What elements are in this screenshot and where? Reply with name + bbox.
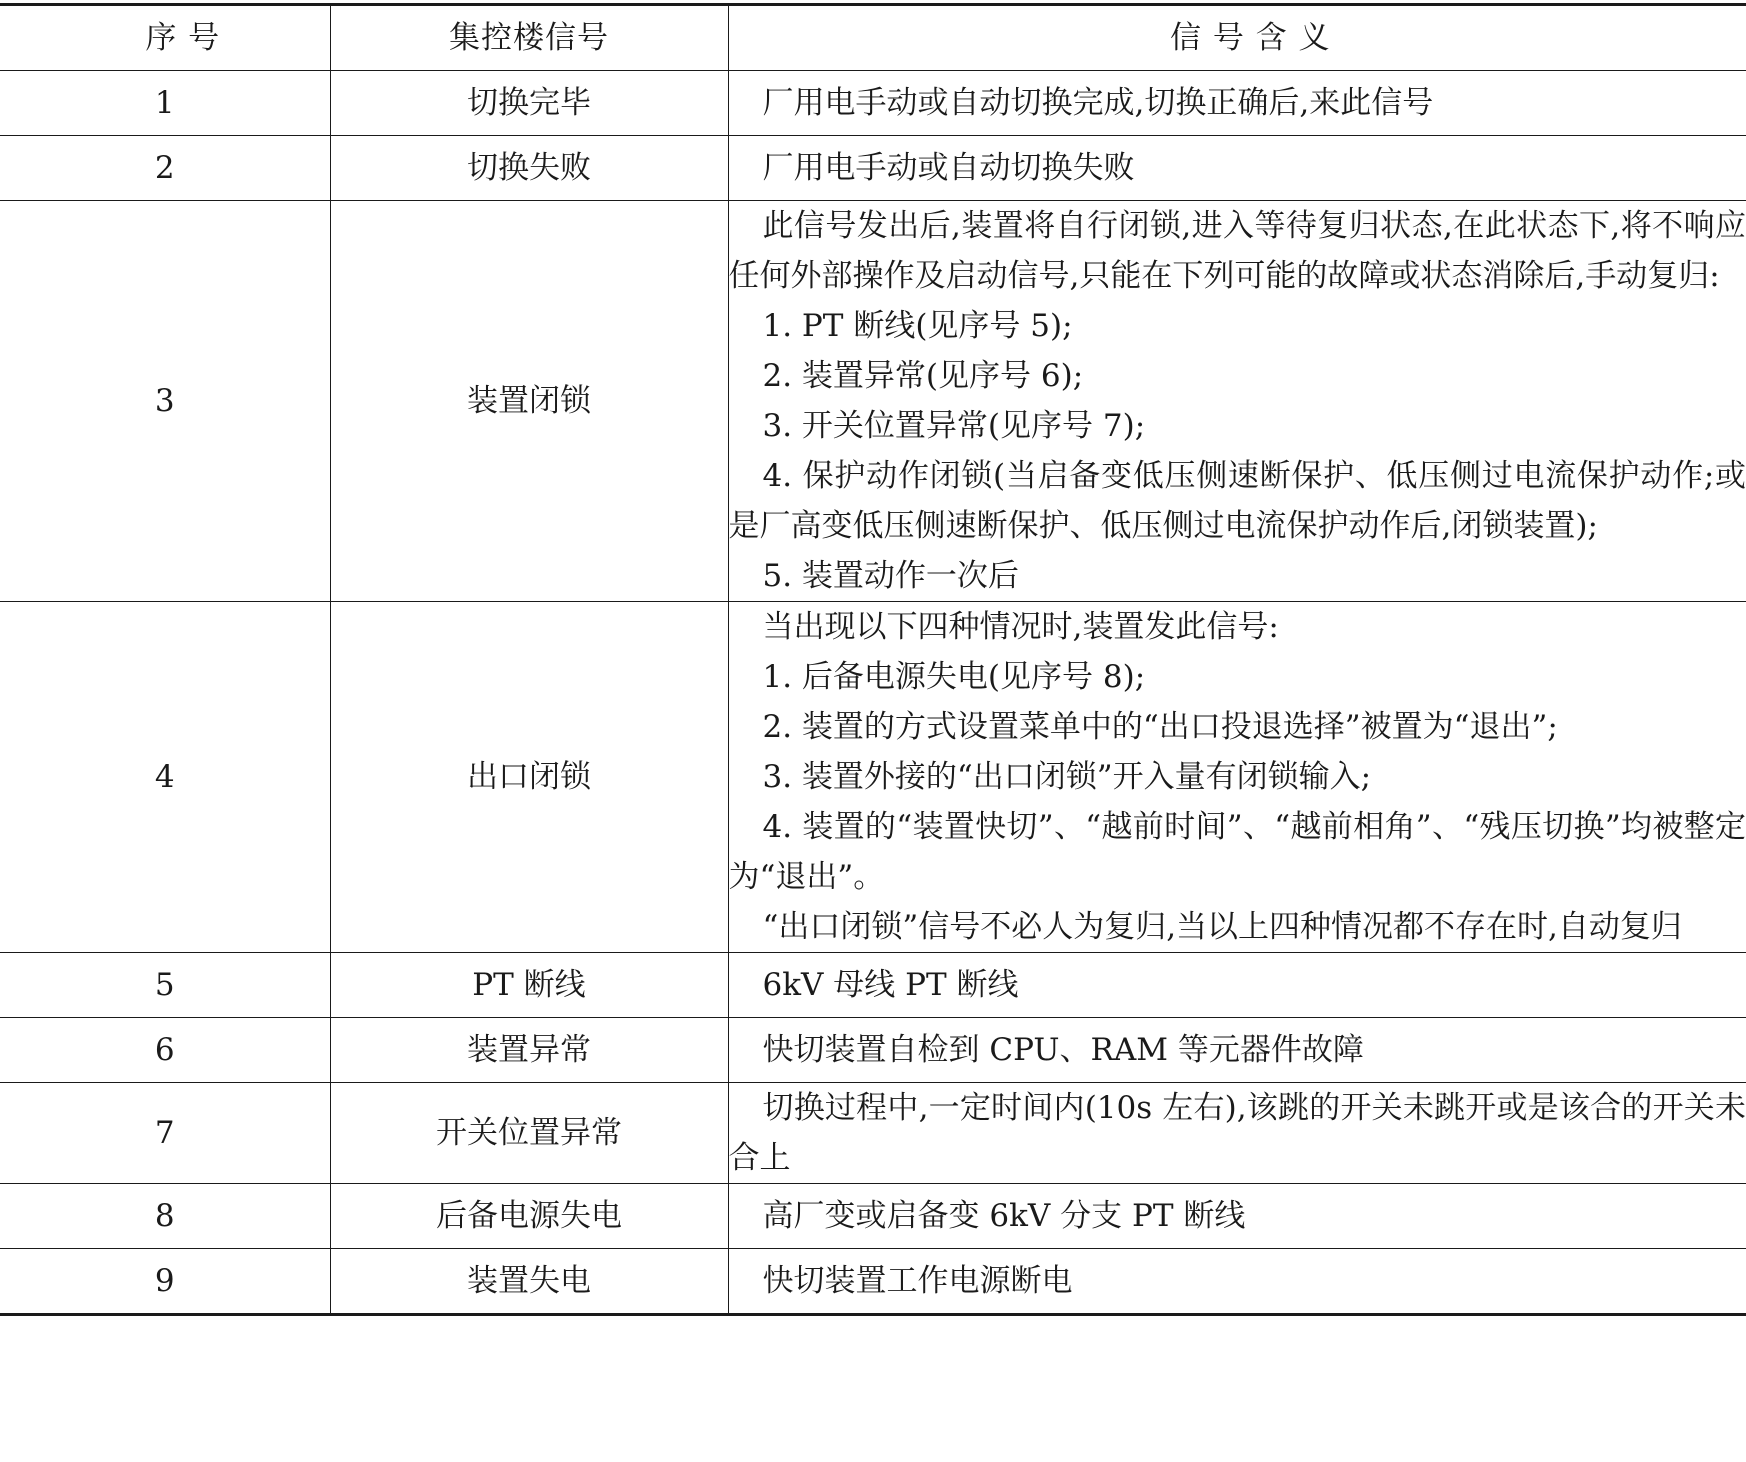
table-row bbox=[0, 1249, 1746, 1315]
meaning-line: 快切装置工作电源断电 bbox=[762, 1263, 1073, 1299]
meaning-line: 当出现以下四种情况时,装置发此信号: bbox=[762, 609, 1279, 645]
meaning-line: 4. 装置的“装置快切”、“越前时间”、“越前相角”、“残压切换”均被整定为“退出”。 bbox=[728, 809, 1746, 895]
row-number: 8 bbox=[0, 1184, 330, 1249]
meaning-line: 6kV 母线 PT 断线 bbox=[762, 967, 1019, 1003]
table-header-row bbox=[0, 5, 1746, 71]
table-row bbox=[0, 201, 1746, 602]
row-number: 2 bbox=[0, 136, 330, 201]
table-row bbox=[0, 136, 1746, 201]
row-meaning bbox=[728, 71, 1746, 136]
meaning-line: 3. 开关位置异常(见序号 7); bbox=[762, 408, 1146, 444]
row-meaning bbox=[728, 953, 1746, 1018]
header-number: 序 号 bbox=[0, 5, 330, 71]
row-meaning bbox=[728, 1018, 1746, 1083]
meaning-line: 2. 装置异常(见序号 6); bbox=[762, 358, 1084, 394]
table-row bbox=[0, 1018, 1746, 1083]
row-meaning bbox=[728, 1249, 1746, 1315]
row-signal: 切换失败 bbox=[330, 136, 728, 201]
row-signal: PT 断线 bbox=[330, 953, 728, 1018]
header-meaning: 信 号 含 义 bbox=[728, 5, 1746, 71]
table-row bbox=[0, 953, 1746, 1018]
row-signal: 装置失电 bbox=[330, 1249, 728, 1315]
meaning-line: “出口闭锁”信号不必人为复归,当以上四种情况都不存在时,自动复归 bbox=[762, 909, 1682, 945]
row-meaning bbox=[728, 1184, 1746, 1249]
row-signal: 开关位置异常 bbox=[330, 1083, 728, 1184]
row-number: 5 bbox=[0, 953, 330, 1018]
meaning-line: 此信号发出后,装置将自行闭锁,进入等待复归状态,在此状态下,将不响应任何外部操作及启动信号,只能在下列可能的故障或状态消除后,手动复归: bbox=[728, 208, 1746, 294]
row-number: 6 bbox=[0, 1018, 330, 1083]
meaning-line: 厂用电手动或自动切换完成,切换正确后,来此信号 bbox=[762, 85, 1434, 121]
meaning-line: 2. 装置的方式设置菜单中的“出口投退选择”被置为“退出”; bbox=[762, 709, 1558, 745]
row-number: 1 bbox=[0, 71, 330, 136]
meaning-line: 4. 保护动作闭锁(当启备变低压侧速断保护、低压侧过电流保护动作;或是厂高变低压侧速断保护、低压侧过电流保护动作后,闭锁装置); bbox=[728, 458, 1746, 544]
table-row bbox=[0, 1184, 1746, 1249]
row-number: 4 bbox=[0, 602, 330, 953]
row-number: 3 bbox=[0, 201, 330, 602]
row-meaning bbox=[728, 136, 1746, 201]
row-meaning bbox=[728, 1083, 1746, 1184]
header-signal: 集控楼信号 bbox=[330, 5, 728, 71]
table-row bbox=[0, 602, 1746, 953]
row-meaning bbox=[728, 602, 1746, 953]
row-signal: 出口闭锁 bbox=[330, 602, 728, 953]
row-meaning bbox=[728, 201, 1746, 602]
meaning-line: 切换过程中,一定时间内(10s 左右),该跳的开关未跳开或是该合的开关未合上 bbox=[728, 1090, 1746, 1176]
meaning-line: 3. 装置外接的“出口闭锁”开入量有闭锁输入; bbox=[762, 759, 1372, 795]
meaning-line: 1. PT 断线(见序号 5); bbox=[762, 308, 1073, 344]
signal-table bbox=[0, 3, 1746, 1316]
meaning-line: 高厂变或启备变 6kV 分支 PT 断线 bbox=[762, 1198, 1246, 1234]
meaning-line: 1. 后备电源失电(见序号 8); bbox=[762, 659, 1146, 695]
row-number: 9 bbox=[0, 1249, 330, 1315]
row-signal: 装置异常 bbox=[330, 1018, 728, 1083]
row-number: 7 bbox=[0, 1083, 330, 1184]
meaning-line: 快切装置自检到 CPU、RAM 等元器件故障 bbox=[762, 1032, 1364, 1068]
table-row bbox=[0, 1083, 1746, 1184]
row-signal: 装置闭锁 bbox=[330, 201, 728, 602]
row-signal: 切换完毕 bbox=[330, 71, 728, 136]
meaning-line: 5. 装置动作一次后 bbox=[762, 558, 1019, 594]
table-row bbox=[0, 71, 1746, 136]
meaning-line: 厂用电手动或自动切换失败 bbox=[762, 150, 1135, 186]
row-signal: 后备电源失电 bbox=[330, 1184, 728, 1249]
